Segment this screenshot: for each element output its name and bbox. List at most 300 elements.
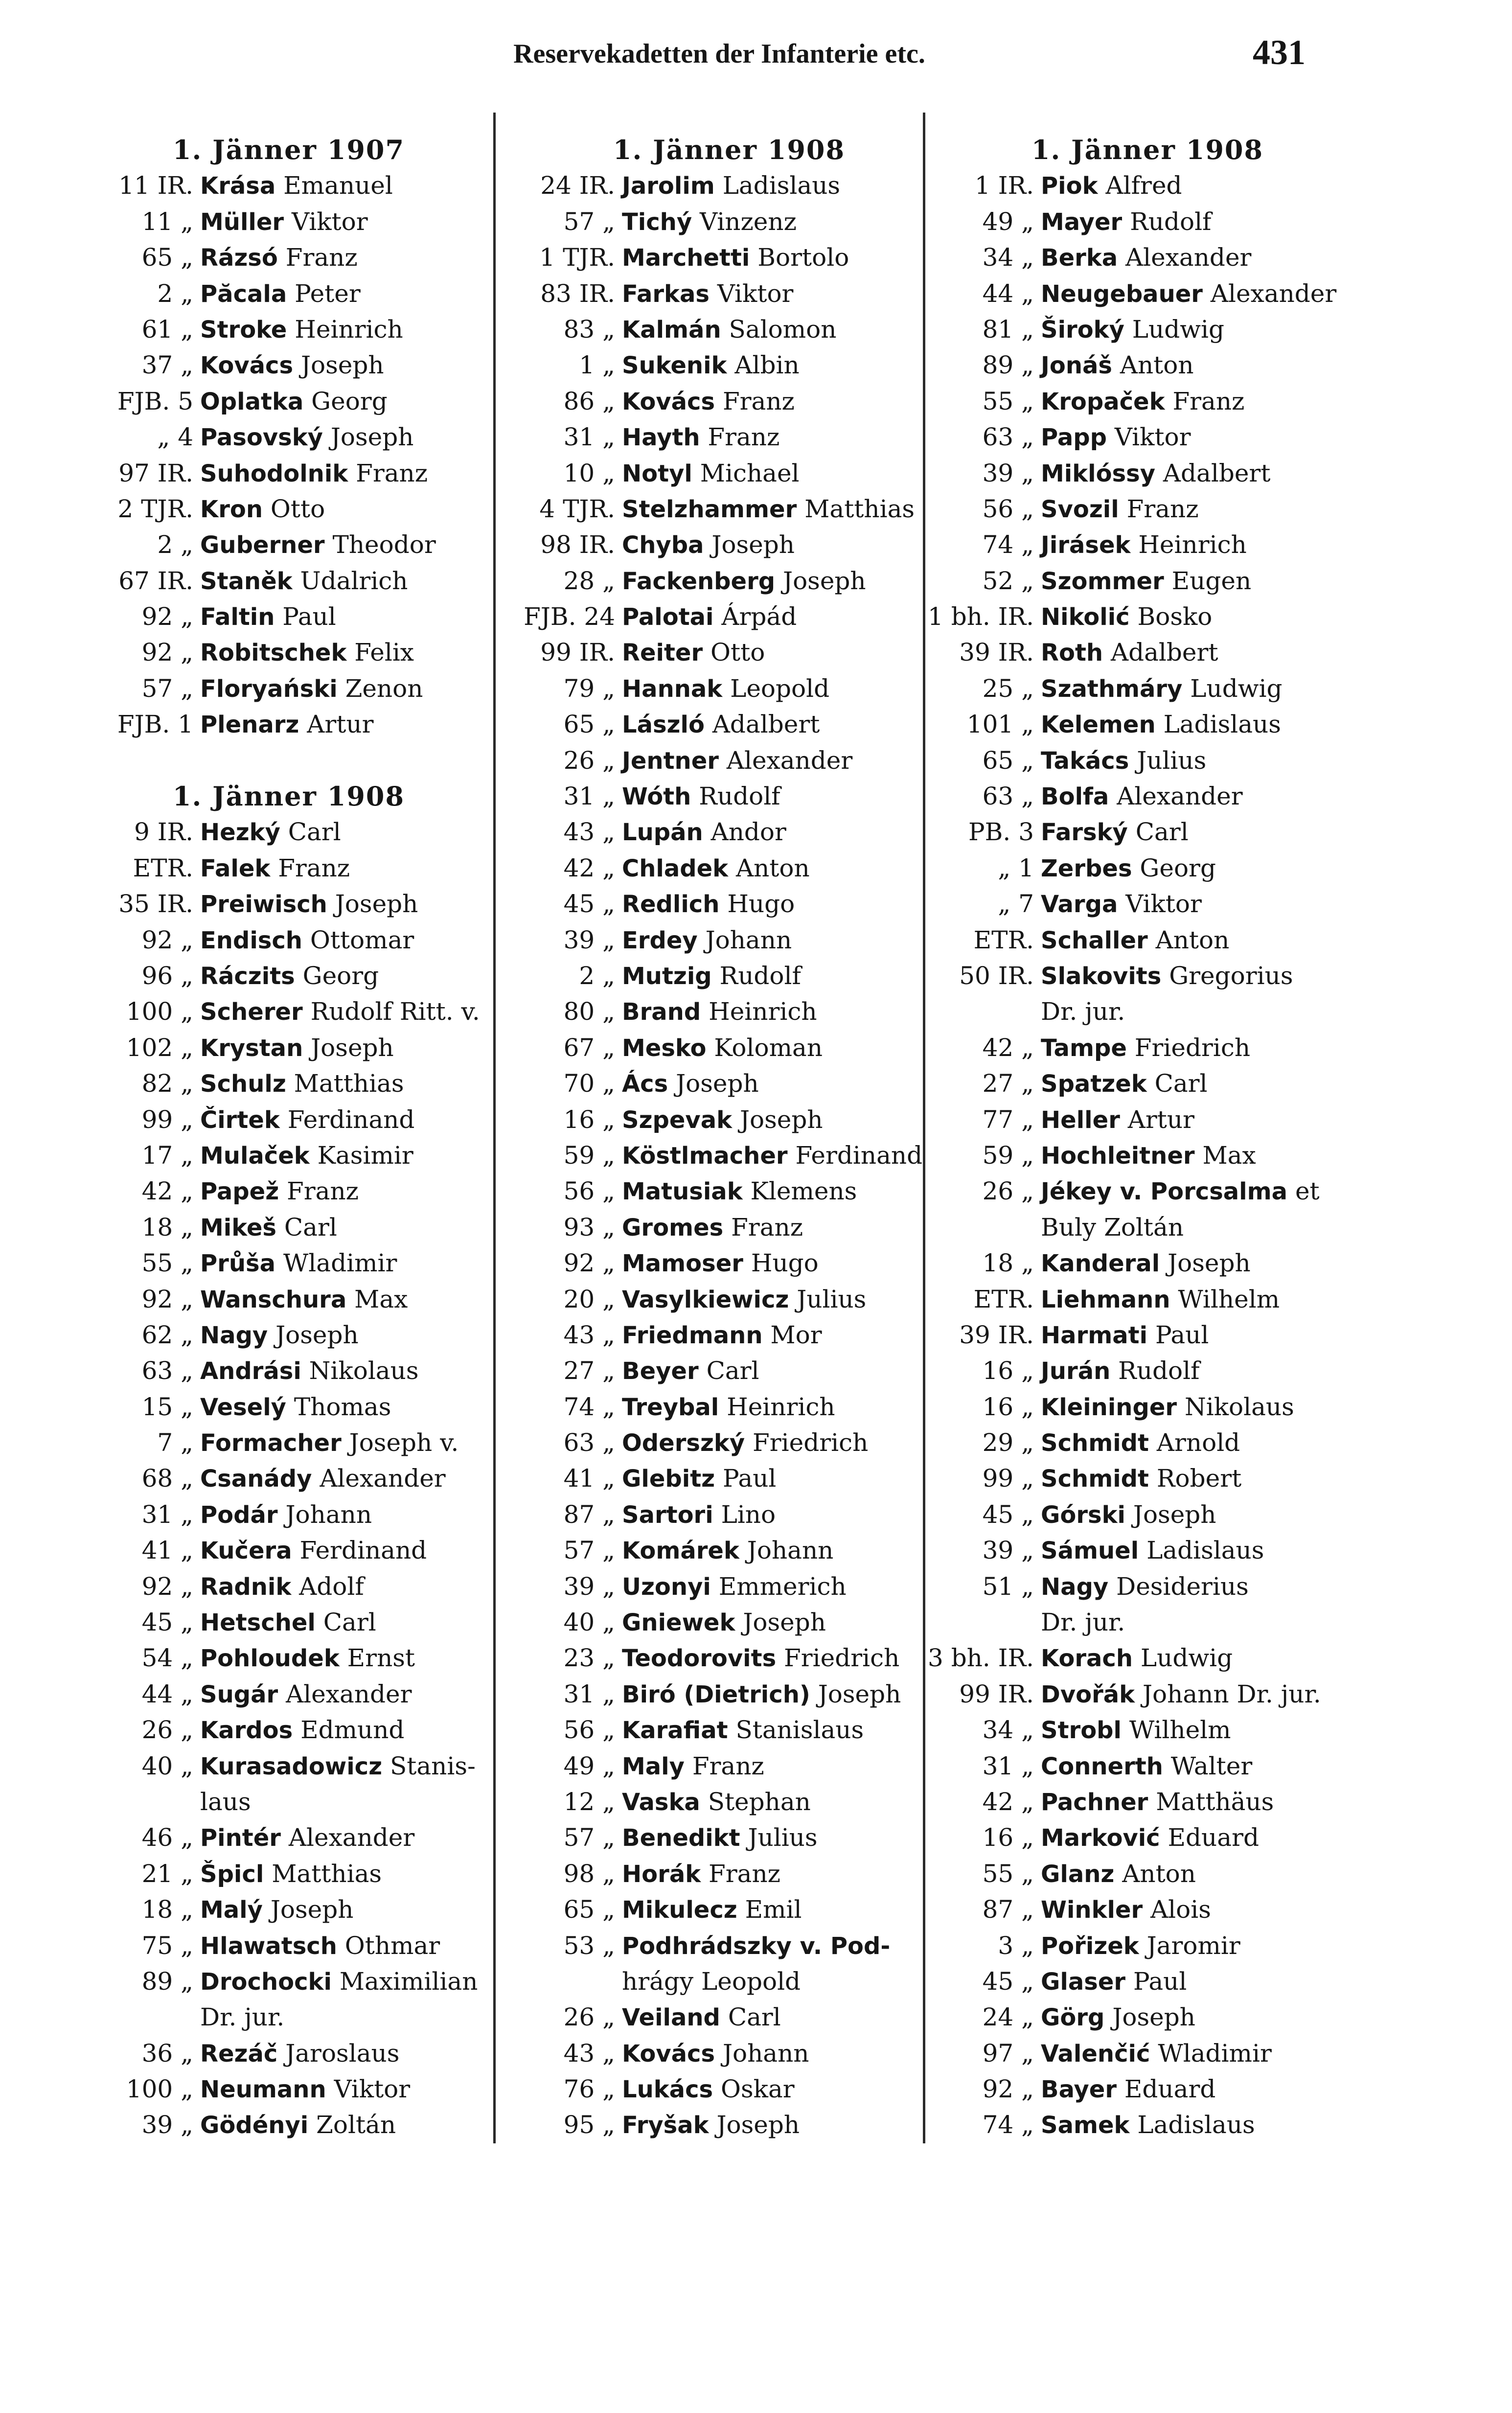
surname: Berka <box>1041 244 1118 272</box>
surname: László <box>622 711 705 739</box>
given-name: Artur <box>1127 1105 1194 1134</box>
list-item <box>509 1784 949 1820</box>
surname: Tichý <box>622 208 692 236</box>
given-name: Adalbert <box>1163 459 1271 487</box>
person-entry <box>200 491 513 527</box>
list-item <box>69 456 509 491</box>
list-item <box>509 1748 949 1784</box>
list-item <box>69 1317 509 1353</box>
person-entry <box>200 1317 513 1353</box>
list-item <box>69 671 509 707</box>
regiment-number: 20 „ <box>563 1285 615 1313</box>
continuation-text: Buly Zoltán <box>1041 1213 1184 1241</box>
person-entry <box>1041 1999 1374 2035</box>
regiment-number: FJB. 24 <box>524 602 615 631</box>
surname: Pasovský <box>200 424 323 452</box>
list-item <box>927 1928 1368 1964</box>
list-item <box>927 312 1368 347</box>
given-name: Joseph <box>1168 1249 1251 1278</box>
person-entry <box>200 276 513 312</box>
person-entry <box>200 1892 513 1928</box>
given-name: Viktor <box>717 279 794 308</box>
surname: Farský <box>1041 819 1128 847</box>
given-name: Emil <box>745 1895 802 1924</box>
regiment-number: 76 „ <box>563 2075 615 2104</box>
list-item <box>69 1102 509 1138</box>
list-item <box>69 1282 509 1317</box>
regiment-number: 35 IR. <box>118 890 193 919</box>
regiment-number: FJB. 5 <box>117 387 193 415</box>
surname: Fryšak <box>622 2112 709 2139</box>
given-name: Paul <box>282 602 336 631</box>
regiment-number: 39 „ <box>563 925 615 954</box>
given-name: Viktor <box>334 2075 411 2104</box>
surname: Valenčić <box>1041 2040 1150 2068</box>
given-name: Ladislaus <box>1137 2111 1255 2139</box>
surname: Kurasadowicz <box>200 1752 383 1780</box>
surname: Teodorovits <box>622 1645 777 1673</box>
given-name: Joseph <box>676 1069 759 1098</box>
surname: Kovács <box>200 352 294 380</box>
surname: Winkler <box>1041 1896 1143 1924</box>
continuation-text: laus <box>200 1787 251 1816</box>
person-entry <box>1041 1856 1374 1892</box>
regiment-number: 99 IR. <box>540 638 615 667</box>
regiment-number: 92 „ <box>141 1572 193 1601</box>
person-entry <box>200 2036 513 2071</box>
regiment-number: 1 „ <box>579 351 615 380</box>
regiment-number: 11 IR. <box>118 171 193 200</box>
given-name: Carl <box>728 2003 781 2032</box>
surname: Korach <box>1041 1645 1133 1673</box>
surname: Lukács <box>622 2076 713 2104</box>
person-entry <box>1041 240 1374 276</box>
person-entry <box>1041 2036 1374 2071</box>
surname: Hezký <box>200 819 280 847</box>
regiment-number: 7 „ <box>157 1428 193 1457</box>
given-name: Heinrich <box>295 315 403 344</box>
surname: Hetschel <box>200 1609 316 1637</box>
surname: Neugebauer <box>1041 280 1203 308</box>
regiment-number: 31 „ <box>141 1500 193 1529</box>
person-entry <box>622 1605 955 1640</box>
regiment-number: 97 IR. <box>118 459 193 487</box>
person-entry <box>200 384 513 419</box>
regiment-number: „ 4 <box>157 423 193 452</box>
surname: Rezáč <box>200 2040 278 2068</box>
list-item <box>509 1712 949 1748</box>
person-entry <box>1041 1677 1374 1712</box>
given-name: Johann <box>705 925 792 954</box>
person-entry <box>1041 384 1374 419</box>
given-name: Max <box>1202 1141 1256 1170</box>
person-entry <box>200 1569 513 1605</box>
person-entry <box>622 1173 955 1209</box>
person-entry <box>200 1425 513 1461</box>
given-name: Rudolf <box>1130 207 1212 236</box>
surname: Heller <box>1041 1106 1120 1134</box>
person-entry <box>1041 168 1374 204</box>
person-entry <box>1041 1928 1374 1964</box>
person-entry <box>1041 635 1374 670</box>
given-name: Carl <box>706 1356 759 1385</box>
person-entry <box>200 1605 513 1640</box>
regiment-number: 49 „ <box>982 207 1034 236</box>
continuation-text: Dr. jur. <box>1041 1608 1125 1637</box>
given-name: Zenon <box>345 674 423 703</box>
surname: Podhrádszky v. Pod- <box>622 1932 891 1960</box>
given-name: Ladislaus <box>1163 710 1281 739</box>
person-entry <box>1041 1533 1374 1568</box>
given-name: Eugen <box>1171 566 1252 595</box>
person-entry <box>1041 1030 1374 1066</box>
surname: Sartori <box>622 1501 713 1529</box>
given-name: Wladimir <box>283 1249 397 1278</box>
person-entry <box>200 527 513 563</box>
surname: Păcala <box>200 280 287 308</box>
regiment-number: ETR. <box>133 853 193 882</box>
person-entry <box>1041 743 1374 779</box>
regiment-number: 49 „ <box>563 1751 615 1780</box>
regiment-number: 57 „ <box>563 1823 615 1852</box>
person-entry <box>622 1856 955 1892</box>
regiment-number: 3 bh. IR. <box>928 1644 1034 1673</box>
given-name: Matthias <box>272 1859 382 1888</box>
list-item <box>927 743 1368 779</box>
regiment-number: 24 „ <box>982 2003 1034 2032</box>
regiment-number: 21 „ <box>141 1859 193 1888</box>
regiment-number: 67 IR. <box>118 566 193 595</box>
surname: Veiland <box>622 2004 720 2032</box>
given-name: Julius <box>748 1823 818 1852</box>
surname: Kardos <box>200 1717 293 1745</box>
given-name: Arnold <box>1156 1428 1240 1457</box>
person-entry <box>200 814 513 850</box>
list-item <box>509 1569 949 1605</box>
person-entry <box>200 599 513 635</box>
person-entry <box>1041 1784 1374 1820</box>
person-entry <box>200 1964 513 1999</box>
given-name: Jaromir <box>1146 1931 1240 1960</box>
list-item <box>509 743 949 779</box>
list-item <box>927 922 1368 958</box>
given-name: Theodor <box>332 530 436 559</box>
regiment-number: 29 „ <box>982 1428 1034 1457</box>
list-item <box>509 491 949 527</box>
list-item <box>69 1461 509 1496</box>
list-item <box>509 1353 949 1389</box>
surname: Mutzig <box>622 962 712 990</box>
surname: Erdey <box>622 926 698 954</box>
regiment-number: 74 „ <box>563 1392 615 1421</box>
list-item <box>927 1856 1368 1892</box>
regiment-number: „ 7 <box>998 890 1034 919</box>
given-name: Klemens <box>750 1177 857 1206</box>
list-item <box>69 922 509 958</box>
list-item <box>509 1317 949 1353</box>
surname: Roth <box>1041 639 1103 667</box>
person-entry <box>1041 527 1374 563</box>
given-name: Alfred <box>1105 171 1182 200</box>
person-entry <box>200 922 513 958</box>
surname: Pintér <box>200 1824 281 1852</box>
list-item <box>927 635 1368 670</box>
surname: Čirtek <box>200 1106 280 1134</box>
surname: Kron <box>200 495 263 523</box>
regiment-number: 1 IR. <box>975 171 1034 200</box>
list-item <box>69 491 509 527</box>
list-item <box>69 1677 509 1712</box>
regiment-number: 65 „ <box>982 746 1034 775</box>
surname: Radnik <box>200 1573 292 1601</box>
regiment-number: 31 „ <box>982 1751 1034 1780</box>
surname: Sugár <box>200 1680 278 1708</box>
surname: Liehmann <box>1041 1286 1170 1313</box>
regiment-number: 100 „ <box>126 2075 193 2104</box>
regiment-number: 65 „ <box>141 243 193 272</box>
person-entry <box>622 1461 955 1496</box>
person-entry <box>622 850 955 886</box>
regiment-number: 63 „ <box>563 1428 615 1457</box>
surname: Miklóssy <box>1041 460 1155 487</box>
person-entry <box>622 312 955 347</box>
surname: Špicl <box>200 1860 264 1888</box>
person-entry <box>622 994 955 1030</box>
person-entry <box>200 1712 513 1748</box>
person-entry <box>622 204 955 240</box>
given-name: Julius <box>1137 746 1207 775</box>
regiment-number: 97 „ <box>982 2039 1034 2068</box>
person-entry <box>200 347 513 383</box>
given-name: Joseph <box>716 2111 800 2139</box>
regiment-number: 41 „ <box>141 1536 193 1565</box>
given-name: Heinrich <box>727 1392 835 1421</box>
surname: Oderszký <box>622 1429 745 1457</box>
list-item <box>927 1748 1368 1784</box>
given-name: Alois <box>1150 1895 1211 1924</box>
surname: Svozil <box>1041 495 1119 523</box>
regiment-number: 2 „ <box>157 530 193 559</box>
regiment-number: 24 IR. <box>540 171 615 200</box>
regiment-number: 101 „ <box>966 710 1034 739</box>
person-entry <box>200 1640 513 1676</box>
surname: Friedmann <box>622 1321 763 1349</box>
given-name: Kasimir <box>317 1141 413 1170</box>
person-entry <box>200 886 513 922</box>
list-item <box>509 563 949 599</box>
person-entry <box>1041 1353 1374 1389</box>
list-item <box>509 240 949 276</box>
list-item <box>69 312 509 347</box>
person-entry <box>622 1640 955 1676</box>
person-entry <box>622 527 955 563</box>
person-entry <box>622 240 955 276</box>
surname: Kučera <box>200 1537 292 1565</box>
surname: Fackenberg <box>622 567 776 595</box>
surname: Szathmáry <box>1041 675 1183 703</box>
regiment-number: 54 „ <box>141 1644 193 1673</box>
person-entry <box>1041 1389 1374 1425</box>
surname: Robitschek <box>200 639 347 667</box>
given-name: Wilhelm <box>1178 1285 1280 1313</box>
list-item <box>69 850 509 886</box>
person-entry <box>200 204 513 240</box>
surname: Hayth <box>622 424 700 452</box>
given-name: Salomon <box>729 315 837 344</box>
regiment-number: 95 „ <box>563 2111 615 2139</box>
given-name: Rudolf Ritt. v. <box>310 997 480 1026</box>
list-item <box>509 922 949 958</box>
regiment-number: 42 „ <box>982 1033 1034 1062</box>
given-name: Franz <box>285 243 358 272</box>
list-item <box>927 2071 1368 2107</box>
surname: Brand <box>622 998 701 1026</box>
list-item <box>927 1784 1368 1820</box>
regiment-number: 57 „ <box>141 674 193 703</box>
person-entry <box>1041 958 1374 994</box>
surname: Vasylkiewicz <box>622 1286 789 1313</box>
person-entry <box>200 1820 513 1856</box>
list-item <box>509 204 949 240</box>
list-item <box>69 1497 509 1533</box>
list-item <box>69 1999 509 2035</box>
person-entry <box>200 1461 513 1496</box>
list-item <box>509 1245 949 1281</box>
given-name: Stanislaus <box>735 1716 864 1745</box>
list-item <box>927 168 1368 204</box>
list-item <box>927 1210 1368 1245</box>
list-item <box>69 635 509 670</box>
person-entry <box>1041 2107 1374 2143</box>
surname: Spatzek <box>1041 1070 1147 1098</box>
person-entry <box>200 1282 513 1317</box>
person-entry <box>1041 456 1374 491</box>
list-item <box>509 168 949 204</box>
regiment-number: 43 „ <box>563 2039 615 2068</box>
regiment-number: 15 „ <box>141 1392 193 1421</box>
given-name: Alexander <box>1117 782 1243 811</box>
regiment-number: 36 „ <box>141 2039 193 2068</box>
person-entry <box>1041 1102 1374 1138</box>
regiment-number: 40 „ <box>563 1608 615 1637</box>
surname: Zerbes <box>1041 854 1132 882</box>
person-entry <box>622 419 955 455</box>
list-item <box>927 958 1368 994</box>
regiment-number: 42 „ <box>563 853 615 882</box>
surname: Kelemen <box>1041 711 1156 739</box>
given-name: Peter <box>295 279 361 308</box>
regiment-number: 75 „ <box>141 1931 193 1960</box>
surname: Pohloudek <box>200 1645 340 1673</box>
list-item <box>927 1317 1368 1353</box>
list-item <box>69 1353 509 1389</box>
list-item <box>509 456 949 491</box>
regiment-number: 16 „ <box>982 1823 1034 1852</box>
given-name: Viktor <box>1125 890 1202 919</box>
list-item <box>509 1640 949 1676</box>
list-item <box>927 994 1368 1030</box>
list-item <box>927 204 1368 240</box>
given-name: Jaroslaus <box>285 2039 400 2068</box>
surname: Beyer <box>622 1357 699 1385</box>
surname: Mesko <box>622 1034 707 1062</box>
person-entry <box>200 1245 513 1281</box>
surname: Široký <box>1041 316 1124 344</box>
given-name: Anton <box>1155 925 1230 954</box>
surname: Reiter <box>622 639 703 667</box>
person-entry <box>1041 276 1374 312</box>
given-name: Emanuel <box>283 171 393 200</box>
surname: Pachner <box>1041 1788 1148 1816</box>
list-item <box>69 1173 509 1209</box>
regiment-number: 59 „ <box>982 1141 1034 1170</box>
person-entry <box>1041 1173 1374 1209</box>
given-name: Carl <box>1154 1069 1208 1098</box>
person-entry <box>622 276 955 312</box>
given-name: Friedrich <box>753 1428 869 1457</box>
person-entry <box>1041 204 1374 240</box>
list-item <box>927 419 1368 455</box>
person-entry <box>1041 1317 1374 1353</box>
list-item <box>509 1210 949 1245</box>
given-name: Friedrich <box>784 1644 900 1673</box>
list-item <box>509 1892 949 1928</box>
surname: Strobl <box>1041 1717 1122 1745</box>
list-item <box>927 1353 1368 1389</box>
given-name: Alexander <box>288 1823 415 1852</box>
person-entry <box>622 1712 955 1748</box>
given-name: Rudolf <box>1118 1356 1200 1385</box>
surname: Jonáš <box>1041 352 1112 380</box>
person-entry <box>200 1138 513 1173</box>
person-entry <box>622 958 955 994</box>
list-item <box>69 1640 509 1676</box>
surname: Schulz <box>200 1070 286 1098</box>
person-entry <box>622 1389 955 1425</box>
person-entry <box>200 1353 513 1389</box>
given-name: Adalbert <box>712 710 820 739</box>
list-item <box>927 599 1368 635</box>
regiment-number: 56 „ <box>982 494 1034 523</box>
list-item <box>69 168 509 204</box>
person-entry <box>622 599 955 635</box>
given-name: Paul <box>723 1464 777 1493</box>
given-name: Viktor <box>291 207 368 236</box>
given-name: Alexander <box>286 1679 412 1708</box>
person-entry <box>1041 850 1374 886</box>
list-item <box>69 527 509 563</box>
page-number: 431 <box>1253 33 1306 72</box>
person-entry <box>622 1138 955 1173</box>
regiment-number: 74 „ <box>982 530 1034 559</box>
person-entry <box>200 1533 513 1568</box>
given-name: Franz <box>722 387 795 415</box>
list-item <box>69 886 509 922</box>
list-item <box>509 635 949 670</box>
given-name: Artur <box>307 710 374 739</box>
person-entry <box>200 635 513 670</box>
regiment-number: 83 „ <box>563 315 615 344</box>
person-entry <box>1041 312 1374 347</box>
list-item <box>927 1677 1368 1712</box>
regiment-number: 46 „ <box>141 1823 193 1852</box>
regiment-number: 16 „ <box>563 1105 615 1134</box>
running-head: Reservekadetten der Infanterie etc. <box>513 39 925 69</box>
person-entry <box>1041 1138 1374 1173</box>
person-entry <box>622 2071 955 2107</box>
regiment-number: ETR. <box>973 925 1034 954</box>
surname: Treybal <box>622 1393 719 1421</box>
